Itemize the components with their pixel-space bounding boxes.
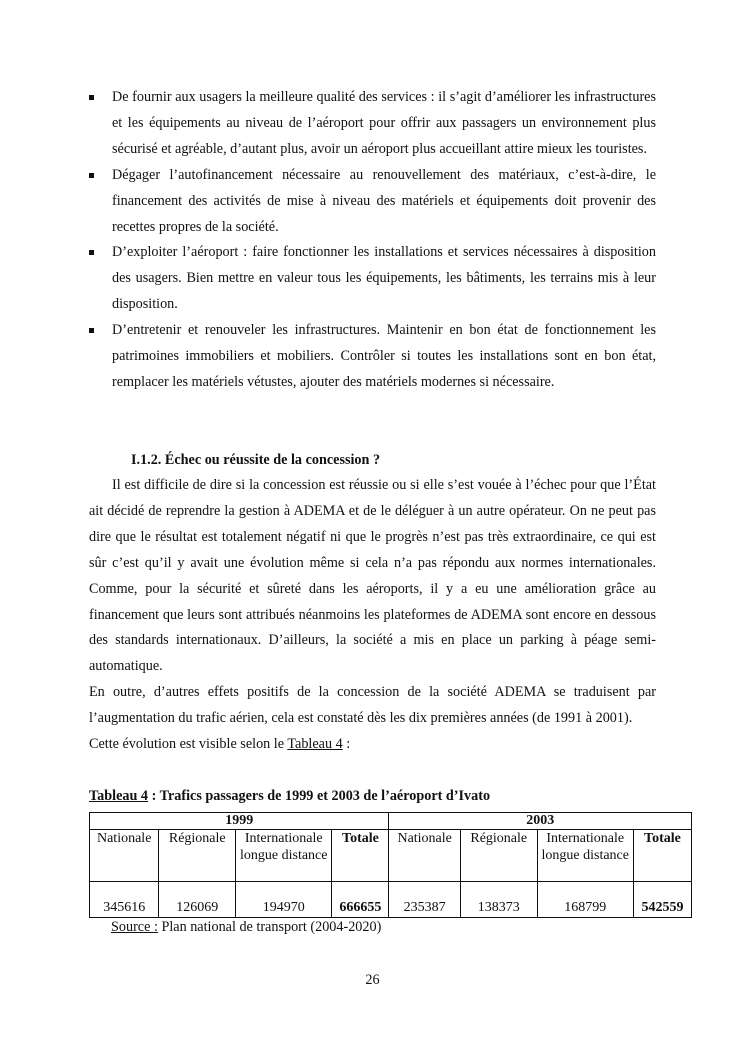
paragraph: En outre, d’autres effets positifs de la concession de la société ADEMA se traduisent par l’augmentation du trafic aérien, cela est constaté dès les dix premières années (de 1991 à 2001). bbox=[89, 684, 656, 727]
paragraph bbox=[89, 732, 656, 758]
table-cell: 345616 bbox=[90, 882, 159, 918]
column-header: Nationale bbox=[90, 830, 159, 882]
objectives-list bbox=[89, 85, 656, 396]
table-reference: Tableau 4 bbox=[287, 736, 343, 753]
year-header-1999: 1999 bbox=[90, 813, 389, 830]
column-header: Totale bbox=[332, 830, 389, 882]
column-header: Totale bbox=[633, 830, 691, 882]
list-item: De fournir aux usagers la meilleure qualité des services : il s’agit d’améliorer les infrastructures et les équipements au niveau de l’aéroport pour offrir aux passagers un environnement plus sécurisé et agréable, d’autant plus, avoir un aéroport plus accueillant attire mieux les touristes. bbox=[89, 85, 656, 163]
list-item: D’exploiter l’aéroport : faire fonctionner les installations et services nécessaires à disposition des usagers. Bien mettre en valeur tous les équipements, les bâtiments, les terrains mis à leur disposition. bbox=[89, 240, 656, 318]
traffic-table bbox=[89, 812, 692, 918]
table-cell: 126069 bbox=[159, 882, 236, 918]
year-header-2003: 2003 bbox=[389, 813, 692, 830]
table-caption-label: Tableau 4 bbox=[89, 788, 149, 804]
page-number: 26 bbox=[365, 972, 380, 988]
table-cell: 138373 bbox=[460, 882, 537, 918]
table-row bbox=[90, 882, 692, 918]
table-cell: 168799 bbox=[537, 882, 633, 918]
list-item: D’entretenir et renouveler les infrastructures. Maintenir en bon état de fonctionnement les patrimoines immobiliers et mobiliers. Contrôler si toutes les installations sont en bon état, remplacer les matériels vétustes, ajouter des matériels modernes si nécessaire. bbox=[89, 318, 656, 396]
column-header: Régionale bbox=[460, 830, 537, 882]
table-year-row bbox=[90, 813, 692, 830]
column-header: Internationale longue distance bbox=[537, 830, 633, 882]
section-body bbox=[89, 473, 656, 758]
table-cell: 235387 bbox=[389, 882, 460, 918]
table-cell: 542559 bbox=[633, 882, 691, 918]
table-caption-text: : Trafics passagers de 1999 et 2003 de l’aéroport d’Ivato bbox=[148, 788, 491, 804]
table-header-row bbox=[90, 830, 692, 882]
column-header: Internationale longue distance bbox=[236, 830, 332, 882]
list-item: Dégager l’autofinancement nécessaire au renouvellement des matériaux, c’est-à-dire, le financement des activités de mise à niveau des matériels et équipements doit provenir des recettes propres de la société. bbox=[89, 163, 656, 241]
source-label: Source : bbox=[111, 919, 158, 935]
column-header: Nationale bbox=[389, 830, 460, 882]
column-header: Régionale bbox=[159, 830, 236, 882]
section-heading: I.1.2. Échec ou réussite de la concession ? bbox=[131, 452, 381, 468]
paragraph-text: Cette évolution est visible selon le bbox=[89, 736, 288, 753]
table-cell: 194970 bbox=[236, 882, 332, 918]
source-text: Plan national de transport (2004-2020) bbox=[157, 919, 382, 935]
paragraph-text: : bbox=[342, 736, 351, 753]
table-source bbox=[111, 918, 381, 936]
table-caption bbox=[89, 786, 490, 806]
table-cell: 666655 bbox=[332, 882, 389, 918]
paragraph: Il est difficile de dire si la concession est réussie ou si elle s’est vouée à l’échec pour que l’État ait décidé de reprendre la gestion à ADEMA et de le déléguer à un autre opérateur. On ne peut pas dire que le résultat est totalement négatif ni que le progrès n’est pas très extraordinaire, ce qui est sûr c’est qu’il y avait une évolution même si cela n’a pas répondu aux normes internationales. Comme, pour la sécurité et sûreté dans les aéroports, il y a eu une amélioration grâce au financement que leurs sont attribués néanmoins les plateformes de ADEMA sont encore en dessous des standards internationaux. D’ailleurs, la société a mis en place un parking à péage semi-automatique. bbox=[89, 477, 656, 675]
